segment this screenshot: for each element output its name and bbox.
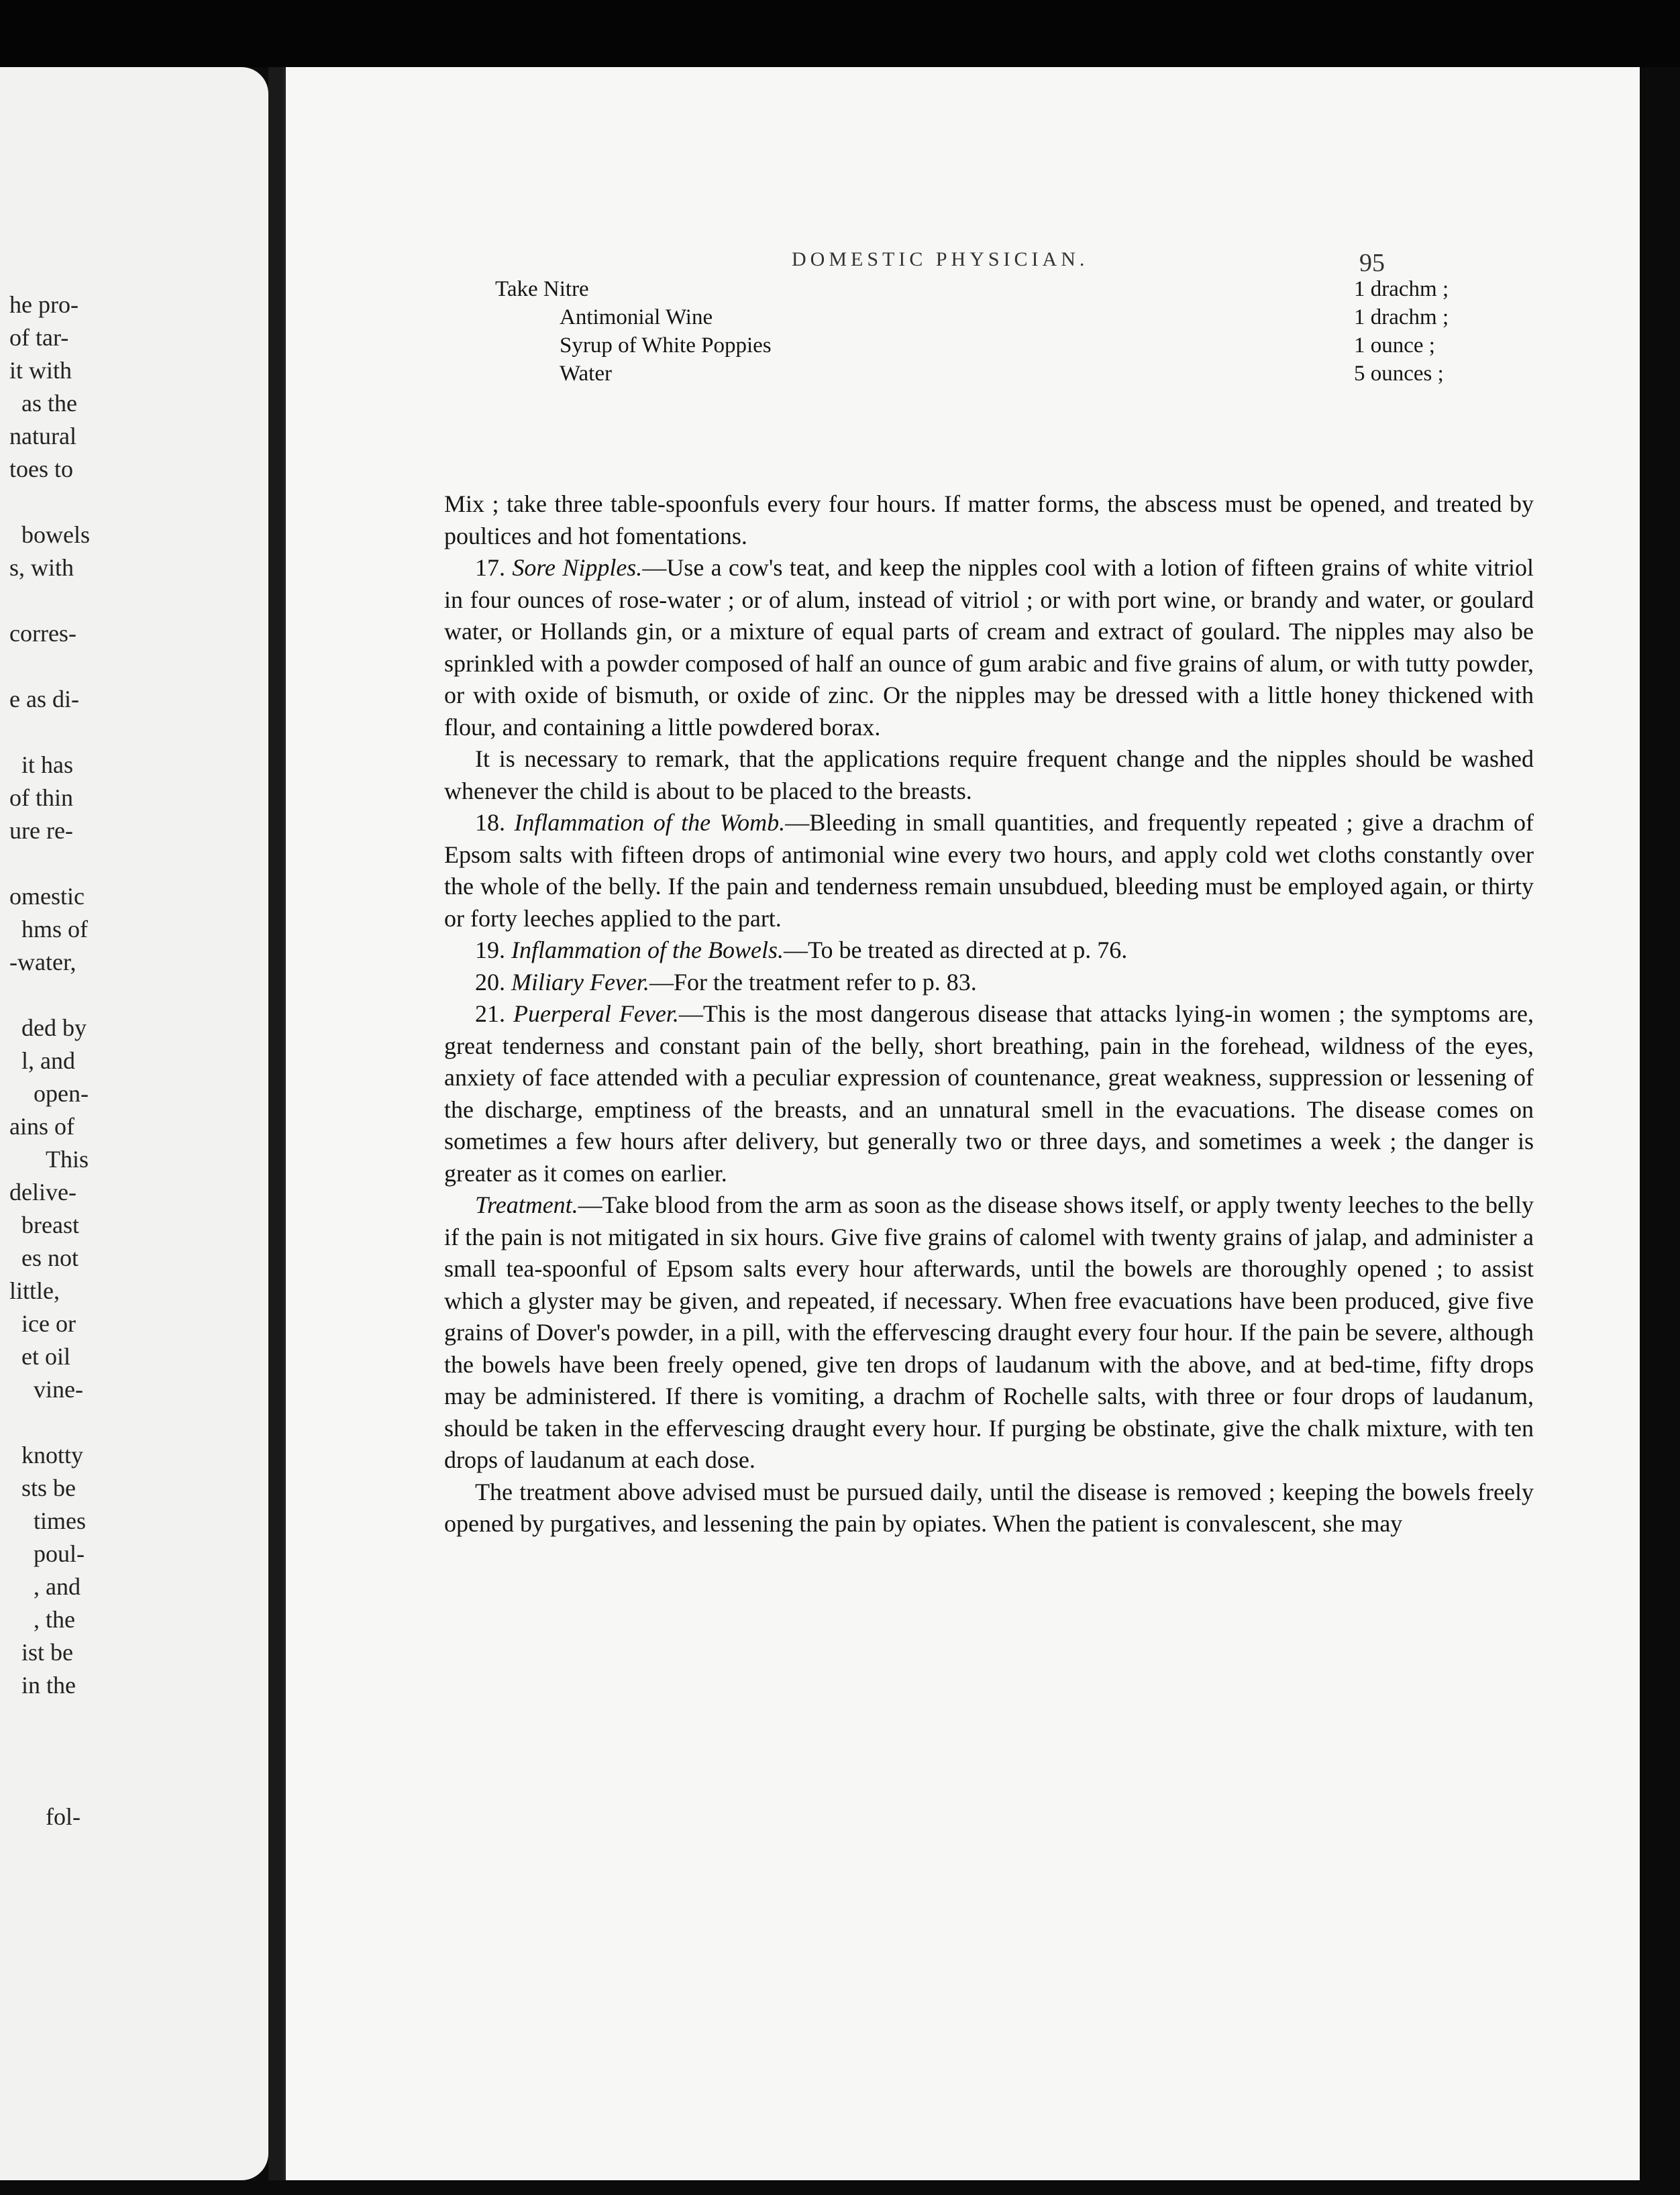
left-page-line: ded by bbox=[21, 1014, 87, 1041]
left-page-line: natural bbox=[9, 423, 76, 449]
paragraph bbox=[444, 998, 1534, 1189]
ingredient-quantity: 1 drachm ; bbox=[1354, 277, 1449, 301]
left-page-line: -water, bbox=[9, 949, 76, 975]
left-page-line: fol- bbox=[46, 1803, 81, 1830]
left-page-line: in the bbox=[21, 1672, 76, 1699]
left-page-line: toes to bbox=[9, 456, 73, 482]
paragraph bbox=[444, 552, 1534, 743]
section-number: 19. bbox=[475, 936, 511, 963]
paragraph-text: Mix ; take three table-spoonfuls every four hours. If matter forms, the abscess must be opened, and treated by poultices and hot fomentations. bbox=[444, 490, 1534, 549]
section-heading: Miliary Fever. bbox=[511, 968, 649, 996]
section-heading: Sore Nipples. bbox=[512, 554, 643, 581]
left-page-line: times bbox=[34, 1507, 86, 1534]
left-page-line: ice or bbox=[21, 1310, 76, 1337]
left-page-line: sts be bbox=[21, 1475, 76, 1501]
left-page-line: omestic bbox=[9, 883, 85, 910]
prescription-row bbox=[495, 360, 1542, 388]
page-body bbox=[444, 488, 1534, 1540]
prescription-row bbox=[495, 275, 1542, 303]
ingredient-name: Syrup of White Poppies bbox=[560, 333, 772, 358]
left-page-fragment bbox=[0, 67, 268, 2180]
left-page-line: it with bbox=[9, 357, 72, 384]
left-page-line: he pro- bbox=[9, 291, 78, 318]
section-heading: Inflammation of the Bowels. bbox=[511, 936, 784, 963]
left-page-line: knotty bbox=[21, 1442, 84, 1468]
ingredient-name: Antimonial Wine bbox=[560, 305, 713, 329]
left-page-line: e as di- bbox=[9, 686, 79, 712]
left-page-line: ains of bbox=[9, 1113, 74, 1140]
paragraph-text: —Use a cow's teat, and keep the nipples cool with a lotion of fifteen grains of white vitriol in four ounces of rose-water ; or of alum, instead of vitriol ; or with port wine, or brandy and water, or goulard water, or Hollands gin, or a mixture of equal parts of cream and extract of goulard. The nipples may also be sprinkled with a powder composed of half an ounce of gum arabic and five grains of alum, or with tutty powder, or with oxide of bismuth, or oxide of zinc. Or the nipples may be dressed with a little honey thickened with flour, and containing a little powdered borax. bbox=[444, 554, 1534, 741]
section-heading: Treatment. bbox=[475, 1191, 578, 1218]
left-page-line: little, bbox=[9, 1277, 60, 1304]
paragraph bbox=[444, 1477, 1534, 1540]
left-page-line: of thin bbox=[9, 784, 73, 811]
left-page-line: delive- bbox=[9, 1179, 76, 1206]
prescription-row bbox=[495, 331, 1542, 360]
scan-shadow bbox=[0, 0, 1680, 67]
paragraph-text: —Bleeding in small quantities, and frequently repeated ; give a drachm of Epsom salts with fifteen drops of antimonial wine every two hours, and apply cold wet cloths constantly over the whole of the belly. If the pain and tenderness remain unsubdued, bleeding must be employed again, or thirty or forty leeches applied to the part. bbox=[444, 809, 1534, 932]
prescription bbox=[495, 275, 1542, 388]
section-number: 21. bbox=[475, 1000, 513, 1027]
section-number: 20. bbox=[475, 968, 511, 996]
section-heading: Inflammation of the Womb. bbox=[514, 809, 786, 836]
book-gutter bbox=[268, 67, 283, 2180]
paragraph-text: —This is the most dangerous disease that attacks lying-in women ; the symptoms are, great tenderness and constant pain of the belly, short breathing, pain in the forehead, wildness of the eyes, anxiety of face attended with a peculiar expression of countenance, great weakness, suppression or lessening of the discharge, emptiness of the breasts, and an unnatural smell in the evacuations. The disease comes on sometimes a few hours after delivery, but generally two or three days, and sometimes a week ; the danger is greater as it comes on earlier. bbox=[444, 1000, 1534, 1187]
section-number: 18. bbox=[475, 809, 515, 836]
left-page-line: ist be bbox=[21, 1639, 73, 1666]
paragraph-text: —To be treated as directed at p. 76. bbox=[783, 936, 1128, 963]
left-page-line: as the bbox=[21, 390, 77, 417]
running-title: DOMESTIC PHYSICIAN. bbox=[792, 248, 1089, 270]
left-page-line: l, and bbox=[21, 1047, 75, 1074]
left-page-line: , and bbox=[34, 1573, 81, 1600]
ingredient-quantity: 5 ounces ; bbox=[1354, 362, 1444, 386]
section-heading: Puerperal Fever. bbox=[513, 1000, 679, 1027]
paragraph-text: The treatment above advised must be pursued daily, until the disease is removed ; keeping the bowels freely opened by purgatives, and lessening the pain by opiates. When the patient is convalescent, she may bbox=[444, 1478, 1534, 1537]
left-page-line: hms of bbox=[21, 916, 88, 943]
left-page-line: vine- bbox=[34, 1376, 83, 1403]
ingredient-name: Water bbox=[560, 362, 612, 386]
left-page-line: bowels bbox=[21, 521, 90, 548]
page-number: 95 bbox=[1359, 249, 1385, 277]
left-page-line: corres- bbox=[9, 620, 76, 647]
left-page-line: et oil bbox=[21, 1343, 70, 1370]
left-page-line: ure re- bbox=[9, 817, 73, 844]
paragraph-text: —For the treatment refer to p. 83. bbox=[649, 968, 977, 996]
paragraph bbox=[444, 488, 1534, 552]
left-page-line: open- bbox=[34, 1080, 89, 1107]
left-page-line: , the bbox=[34, 1606, 75, 1633]
left-page-line: This bbox=[46, 1146, 89, 1173]
paragraph-text: It is necessary to remark, that the applications require frequent change and the nipples should be washed whenever the child is about to be placed to the breasts. bbox=[444, 745, 1534, 804]
paragraph bbox=[444, 743, 1534, 807]
left-page-line: poul- bbox=[34, 1540, 85, 1567]
left-page-line: of tar- bbox=[9, 324, 69, 351]
paragraph bbox=[444, 934, 1534, 967]
ingredient-quantity: 1 ounce ; bbox=[1354, 333, 1435, 358]
paragraph bbox=[444, 807, 1534, 934]
book-page bbox=[283, 67, 1640, 2180]
paragraph bbox=[444, 967, 1534, 999]
left-page-line: it has bbox=[21, 751, 73, 778]
left-page-line: s, with bbox=[9, 554, 74, 581]
left-page-line: es not bbox=[21, 1244, 78, 1271]
ingredient-quantity: 1 drachm ; bbox=[1354, 305, 1449, 329]
left-page-line: breast bbox=[21, 1212, 79, 1238]
paragraph bbox=[444, 1189, 1534, 1477]
paragraph-text: —Take blood from the arm as soon as the disease shows itself, or apply twenty leeches to the belly if the pain is not mitigated in six hours. Give five grains of calomel with twenty grains of jalap, and administer a small tea-spoonful of Epsom salts every hour afterwards, until the bowels are thoroughly opened ; to assist which a glyster may be given, and repeated, if necessary. When free evacuations have been produced, give five grains of Dover's powder, in a pill, with the effervescing draught every four hour. If the pain be severe, although the bowels have been freely opened, give ten drops of laudanum with the above, and at bed-time, fifty drops may be administered. If there is vomiting, a drachm of Rochelle salts, with three or four drops of laudanum, should be taken in the effervescing draught every hour. If purging be obstinate, give the chalk mixture, with ten drops of laudanum at each dose. bbox=[444, 1191, 1534, 1473]
section-number: 17. bbox=[475, 554, 513, 581]
ingredient-name: Take Nitre bbox=[495, 277, 589, 301]
prescription-row bbox=[495, 303, 1542, 331]
